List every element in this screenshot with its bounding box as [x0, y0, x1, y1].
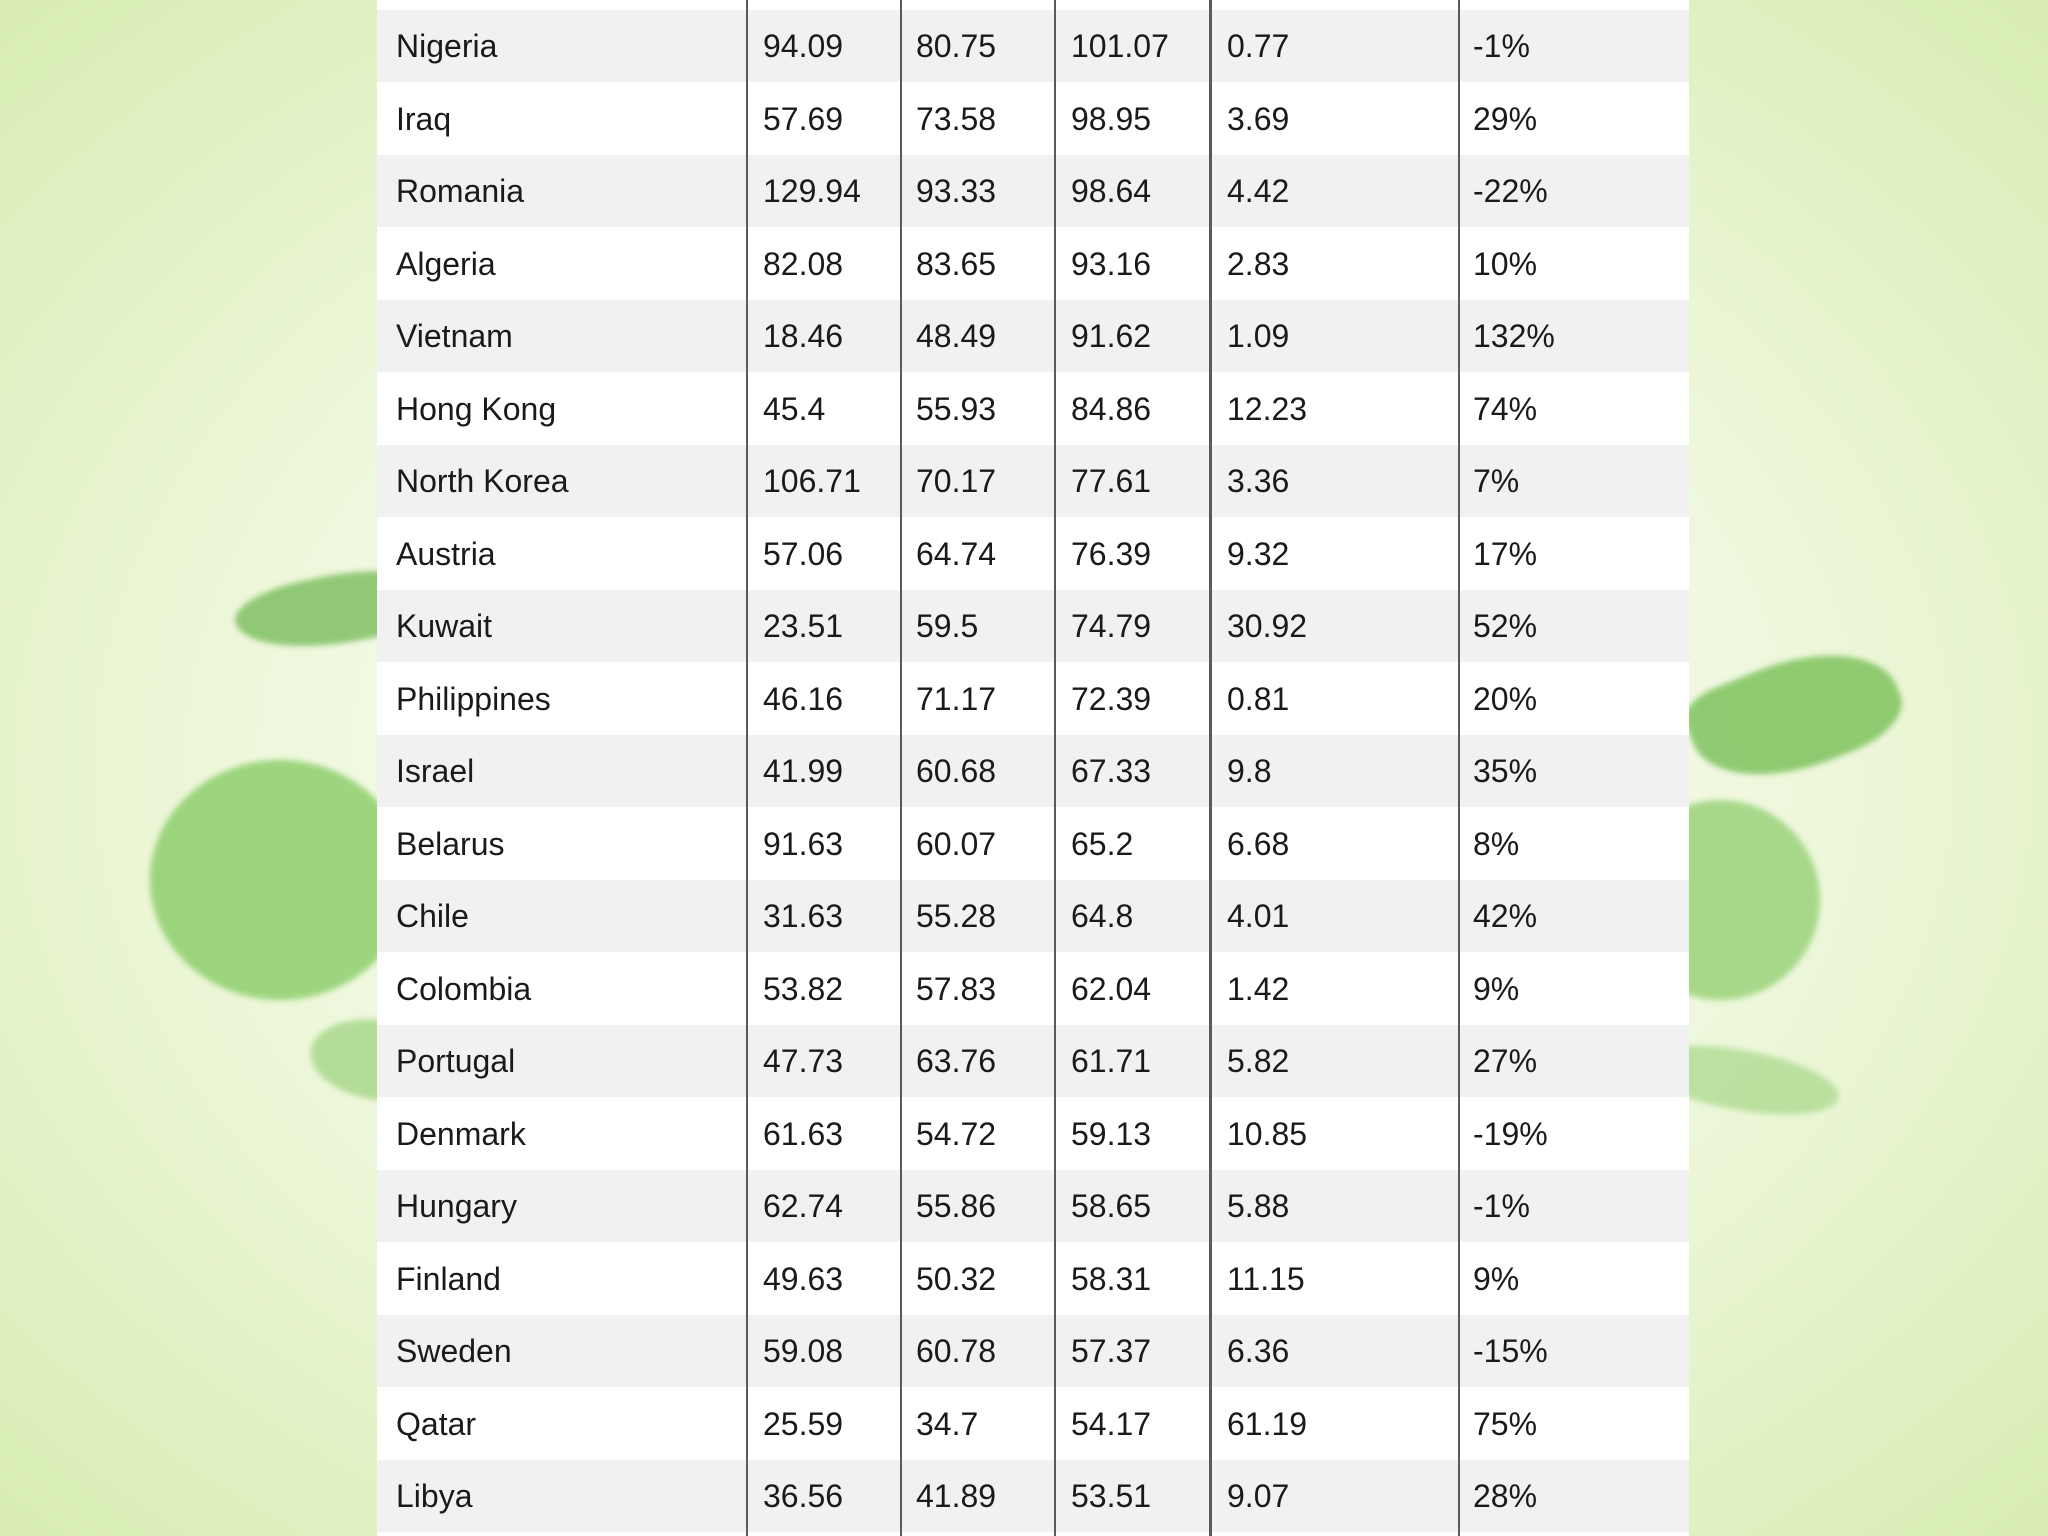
value-cell: 82.08 — [763, 245, 844, 282]
value-cell: 55.93 — [916, 390, 997, 427]
value-cell: -22% — [1473, 173, 1548, 209]
country-cell: Algeria — [396, 245, 496, 282]
value-cell: 36.56 — [763, 1478, 844, 1514]
value-cell: 10.85 — [1227, 1115, 1308, 1152]
value-cell: 106.71 — [763, 463, 861, 499]
country-cell: Romania — [396, 173, 525, 209]
value-cell: 61.19 — [1227, 1405, 1308, 1442]
table-row — [377, 445, 1689, 517]
value-cell: 59.13 — [1071, 1115, 1152, 1152]
country-cell: Belarus — [396, 825, 505, 862]
value-cell: 31.63 — [763, 898, 844, 934]
value-cell: 55.28 — [916, 898, 997, 934]
value-cell: 94.09 — [763, 28, 844, 64]
column-divider — [900, 0, 902, 1536]
background-leaf — [150, 760, 410, 1000]
value-cell: 41.99 — [763, 753, 844, 789]
table-row — [377, 953, 1689, 1025]
value-cell: 61.63 — [763, 1115, 844, 1152]
value-cell: 58.65 — [1071, 1188, 1152, 1224]
country-cell: Austria — [396, 535, 496, 572]
value-cell: 73.58 — [916, 100, 997, 137]
country-cell: Philippines — [396, 680, 551, 717]
value-cell: 9.07 — [1227, 1478, 1290, 1514]
table-row — [377, 228, 1689, 300]
value-cell: 83.65 — [916, 245, 997, 282]
value-cell: 65.2 — [1071, 825, 1134, 862]
value-cell: 7% — [1473, 463, 1520, 499]
table-row — [377, 373, 1689, 445]
value-cell: 70.17 — [916, 463, 997, 499]
value-cell: 4.42 — [1227, 173, 1290, 209]
column-divider — [1458, 0, 1460, 1536]
value-cell: 101.07 — [1071, 28, 1169, 64]
value-cell: 91.63 — [763, 825, 844, 862]
value-cell: -19% — [1473, 1115, 1548, 1152]
country-cell: Vietnam — [396, 318, 513, 354]
table-row — [377, 10, 1689, 82]
country-cell: Chile — [396, 898, 469, 934]
value-cell: 53.82 — [763, 970, 844, 1007]
country-cell: Hungary — [396, 1188, 517, 1224]
table-row — [377, 735, 1689, 807]
value-cell: 49.63 — [763, 1260, 844, 1297]
value-cell: 93.16 — [1071, 245, 1152, 282]
value-cell: 64.8 — [1071, 898, 1134, 934]
data-table — [377, 0, 1689, 1536]
value-cell: 25.59 — [763, 1405, 844, 1442]
value-cell: 42% — [1473, 898, 1538, 934]
value-cell: 9% — [1473, 970, 1520, 1007]
value-cell: 48.49 — [916, 318, 997, 354]
country-cell: Nigeria — [396, 28, 498, 64]
value-cell: 77.61 — [1071, 463, 1152, 499]
value-cell: 59.5 — [916, 608, 979, 644]
table-row — [377, 590, 1689, 662]
value-cell: 0.77 — [1227, 28, 1290, 64]
table-row — [377, 155, 1689, 227]
value-cell: 6.68 — [1227, 825, 1290, 862]
value-cell: 50.32 — [916, 1260, 997, 1297]
value-cell: 8% — [1473, 825, 1520, 862]
column-divider — [1209, 0, 1212, 1536]
value-cell: 84.86 — [1071, 390, 1152, 427]
value-cell: 54.17 — [1071, 1405, 1152, 1442]
value-cell: 30.92 — [1227, 608, 1308, 644]
country-cell: Colombia — [396, 970, 532, 1007]
value-cell: 80.75 — [916, 28, 997, 64]
table-row — [377, 1025, 1689, 1097]
value-cell: 57.83 — [916, 970, 997, 1007]
value-cell: 93.33 — [916, 173, 997, 209]
value-cell: 47.73 — [763, 1043, 844, 1079]
value-cell: 57.06 — [763, 535, 844, 572]
value-cell: 18.46 — [763, 318, 844, 354]
value-cell: 27% — [1473, 1043, 1538, 1079]
value-cell: 63.76 — [916, 1043, 997, 1079]
value-cell: 57.69 — [763, 100, 844, 137]
value-cell: 1.09 — [1227, 318, 1290, 354]
value-cell: 0.81 — [1227, 680, 1290, 717]
value-cell: 53.51 — [1071, 1478, 1152, 1514]
value-cell: 98.95 — [1071, 100, 1152, 137]
value-cell: 61.71 — [1071, 1043, 1152, 1079]
value-cell: 129.94 — [763, 173, 861, 209]
table-row — [377, 1243, 1689, 1315]
value-cell: 132% — [1473, 318, 1555, 354]
column-divider — [746, 0, 748, 1536]
value-cell: 55.86 — [916, 1188, 997, 1224]
value-cell: 41.89 — [916, 1478, 997, 1514]
value-cell: 64.74 — [916, 535, 997, 572]
country-cell: Qatar — [396, 1405, 477, 1442]
value-cell: 9.8 — [1227, 753, 1272, 789]
country-cell: Iraq — [396, 100, 452, 137]
country-cell: Israel — [396, 753, 475, 789]
value-cell: 59.08 — [763, 1333, 844, 1369]
table-row — [377, 1388, 1689, 1460]
value-cell: 4.01 — [1227, 898, 1290, 934]
value-cell: 6.36 — [1227, 1333, 1290, 1369]
value-cell: 74% — [1473, 390, 1538, 427]
table-row — [377, 518, 1689, 590]
country-cell: Hong Kong — [396, 390, 557, 427]
value-cell: 62.04 — [1071, 970, 1152, 1007]
country-cell: Denmark — [396, 1115, 526, 1152]
table-row — [377, 1170, 1689, 1242]
value-cell: 46.16 — [763, 680, 844, 717]
value-cell: 62.74 — [763, 1188, 844, 1224]
value-cell: 58.31 — [1071, 1260, 1152, 1297]
value-cell: 98.64 — [1071, 173, 1152, 209]
value-cell: 67.33 — [1071, 753, 1152, 789]
table-row — [377, 83, 1689, 155]
value-cell: -1% — [1473, 28, 1530, 64]
value-cell: 35% — [1473, 753, 1538, 789]
value-cell: 54.72 — [916, 1115, 997, 1152]
country-cell: North Korea — [396, 463, 569, 499]
country-cell: Libya — [396, 1478, 473, 1514]
value-cell: 17% — [1473, 535, 1538, 572]
value-cell: 2.83 — [1227, 245, 1290, 282]
value-cell: -15% — [1473, 1333, 1548, 1369]
table-row — [377, 1098, 1689, 1170]
table-row — [377, 300, 1689, 372]
table-row — [377, 880, 1689, 952]
value-cell: 29% — [1473, 100, 1538, 137]
value-cell: 76.39 — [1071, 535, 1152, 572]
background-leaf — [1677, 625, 1913, 806]
column-divider — [1054, 0, 1056, 1536]
value-cell: 11.15 — [1227, 1260, 1305, 1297]
table-row — [377, 808, 1689, 880]
country-cell: Sweden — [396, 1333, 512, 1369]
country-cell: Portugal — [396, 1043, 516, 1079]
value-cell: 45.4 — [763, 390, 826, 427]
value-cell: -1% — [1473, 1188, 1530, 1224]
value-cell: 10% — [1473, 245, 1538, 282]
value-cell: 3.69 — [1227, 100, 1290, 137]
value-cell: 57.37 — [1071, 1333, 1152, 1369]
country-cell: Finland — [396, 1260, 501, 1297]
value-cell: 60.68 — [916, 753, 997, 789]
value-cell: 23.51 — [763, 608, 844, 644]
value-cell: 72.39 — [1071, 680, 1152, 717]
value-cell: 5.82 — [1227, 1043, 1290, 1079]
country-cell: Kuwait — [396, 608, 493, 644]
value-cell: 60.07 — [916, 825, 997, 862]
value-cell: 52% — [1473, 608, 1538, 644]
table-row — [377, 663, 1689, 735]
value-cell: 3.36 — [1227, 463, 1290, 499]
value-cell: 20% — [1473, 680, 1538, 717]
value-cell: 91.62 — [1071, 318, 1152, 354]
value-cell: 12.23 — [1227, 390, 1308, 427]
value-cell: 5.88 — [1227, 1188, 1290, 1224]
value-cell: 9.32 — [1227, 535, 1290, 572]
table-row — [377, 1315, 1689, 1387]
table-row — [377, 1460, 1689, 1532]
value-cell: 9% — [1473, 1260, 1520, 1297]
value-cell: 1.42 — [1227, 970, 1290, 1007]
value-cell: 28% — [1473, 1478, 1538, 1514]
value-cell: 71.17 — [916, 680, 997, 717]
value-cell: 75% — [1473, 1405, 1538, 1442]
value-cell: 60.78 — [916, 1333, 997, 1369]
value-cell: 34.7 — [916, 1405, 979, 1442]
value-cell: 74.79 — [1071, 608, 1152, 644]
